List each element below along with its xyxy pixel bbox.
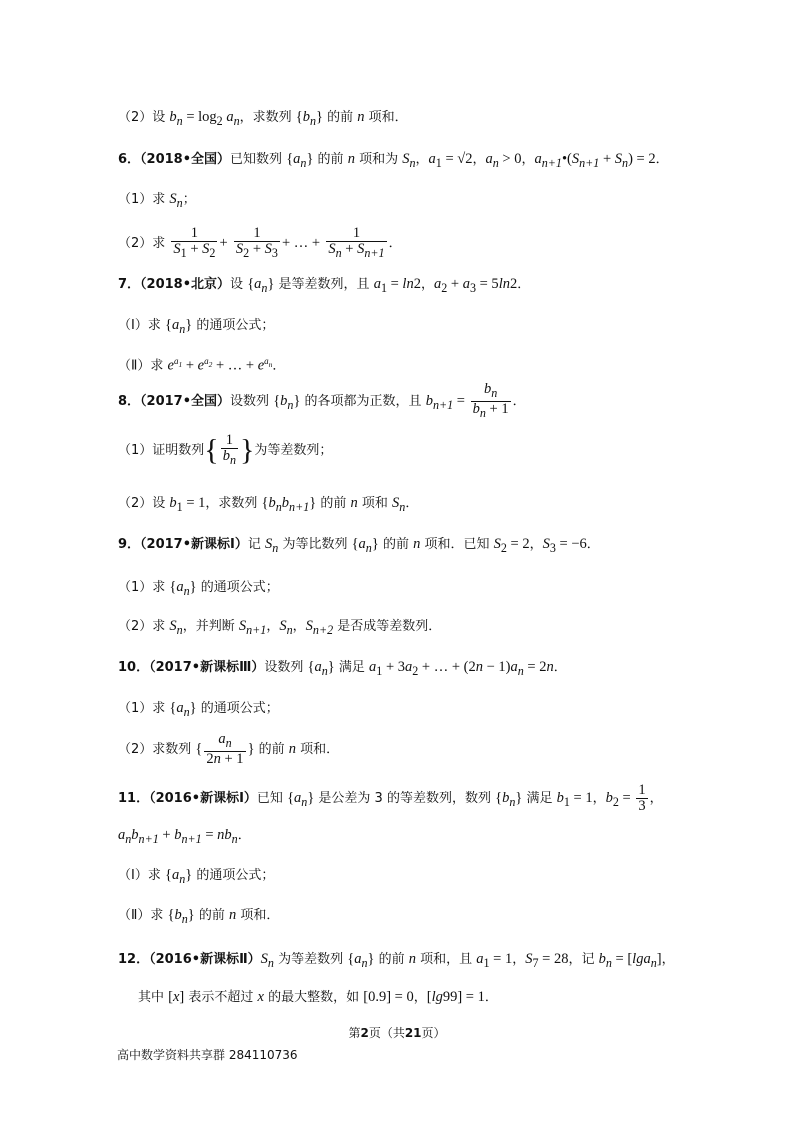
- question-12-cont: 其中 [x] 表示不超过 x 的最大整数，如 [0.9] = 0，[lg99] = 1．: [138, 989, 498, 1005]
- question-11-part2: （Ⅱ）求 $\{b_n\}$ 的前 n 项和．: [118, 907, 280, 926]
- question-7-part1: （Ⅰ）求 $\{a_n\}$ 的通项公式；: [118, 317, 275, 336]
- question-10-part2: （2）求数列 { $\frac{a_n}{2n + 1}$ } 的前 n 项和．: [118, 731, 340, 767]
- question-9-part2: （2）求 $S_n$，并判断 $S_{n+1}$，$S_n$，$S_{n+2}$ 是否成等差数列．: [118, 618, 442, 637]
- group-info: 高中数学资料共享群 284110736: [117, 1048, 298, 1062]
- question-9: 9．（2017•新课标Ⅰ）记 $S_n$ 为等比数列 $\{a_n\}$ 的前 n 项和．已知 $S_2 = 2$，$S_3 = -6$．: [118, 536, 600, 555]
- page-current: 2: [360, 1026, 369, 1040]
- question-11: 11．（2016•新课标Ⅰ）已知 $\{a_n\}$ 是公差为 3 的等差数列，数列 $\{b_n\}$ 满足 $b_1 = 1$，$b_2$ = $\frac{1}{3}$ ，: [118, 782, 663, 814]
- q5-part2: （2）设 $b_n = \log_2 a_n$，求数列 $\{b_n\}$ 的前 n 项和．: [118, 109, 408, 128]
- question-11-part1: （Ⅰ）求 $\{a_n\}$ 的通项公式；: [118, 867, 275, 886]
- page-mid: 页（共: [368, 1026, 405, 1040]
- page-suffix: 页）: [421, 1026, 446, 1040]
- question-10-part1: （1）求 $\{a_n\}$ 的通项公式；: [118, 700, 279, 719]
- page-total: 21: [404, 1026, 422, 1040]
- question-10: 10．（2017•新课标Ⅲ）设数列 $\{a_n\}$ 满足 $a_1 + 3a_2$ + … + $(2n - 1)a_n = 2n$．: [118, 659, 567, 678]
- question-7: 7．（2018•北京）设 $\{a_n\}$ 是等差数列，且 $a_1 = \ln 2$，$a_2 + a_3 = 5\ln 2$．: [118, 276, 531, 295]
- question-6-part2: （2）求 $\frac{1}{S_1 + S_2}$ + $\frac{1}{S_2 + S_3}$ + … + $\frac{1}{S_n + S_{n+1}}$ ．: [118, 225, 402, 260]
- question-8-part2: （2）设 $b_1 = 1$，求数列 $\{b_nb_{n+1}\}$ 的前 n 项和 $S_n$．: [118, 495, 419, 514]
- question-6-part1: （1）求 $S_n$；: [118, 191, 196, 210]
- page-prefix: 第: [348, 1026, 361, 1040]
- question-8-part1: （1）证明数列{ $\frac{1}{b_n}$ }为等差数列；: [118, 432, 333, 467]
- question-11-cont: $a_nb_{n+1} + b_{n+1} = nb_n$．: [118, 827, 251, 846]
- question-8: 8．（2017•全国）设数列 $\{b_n\}$ 的各项都为正数，且 $b_{n+1}$ = $\frac{b_n}{b_n + 1}$ ．: [118, 381, 526, 420]
- page-number: [0, 1024, 794, 1041]
- question-6: 6．（2018•全国）已知数列 $\{a_n\}$ 的前 n 项和为 $S_n$，$a_1 = √2$，$a_n > 0$，$a_{n+1}•(S_{n+1} + S_n) = 2$．: [118, 151, 669, 170]
- question-9-part1: （1）求 $\{a_n\}$ 的通项公式；: [118, 579, 279, 598]
- question-12: 12．（2016•新课标$Ⅱ)S_n$ 为等差数列 $\{a_n\}$ 的前 n 项和，且 $a_1 = 1$，$S_7 = 28$，记 $b_n = [\lg a_n]$，: [118, 951, 675, 970]
- question-7-part2: （Ⅱ）求 $e^{a_1} + e^{a_2}$ + … + $e^{a_n}$．: [118, 356, 286, 374]
